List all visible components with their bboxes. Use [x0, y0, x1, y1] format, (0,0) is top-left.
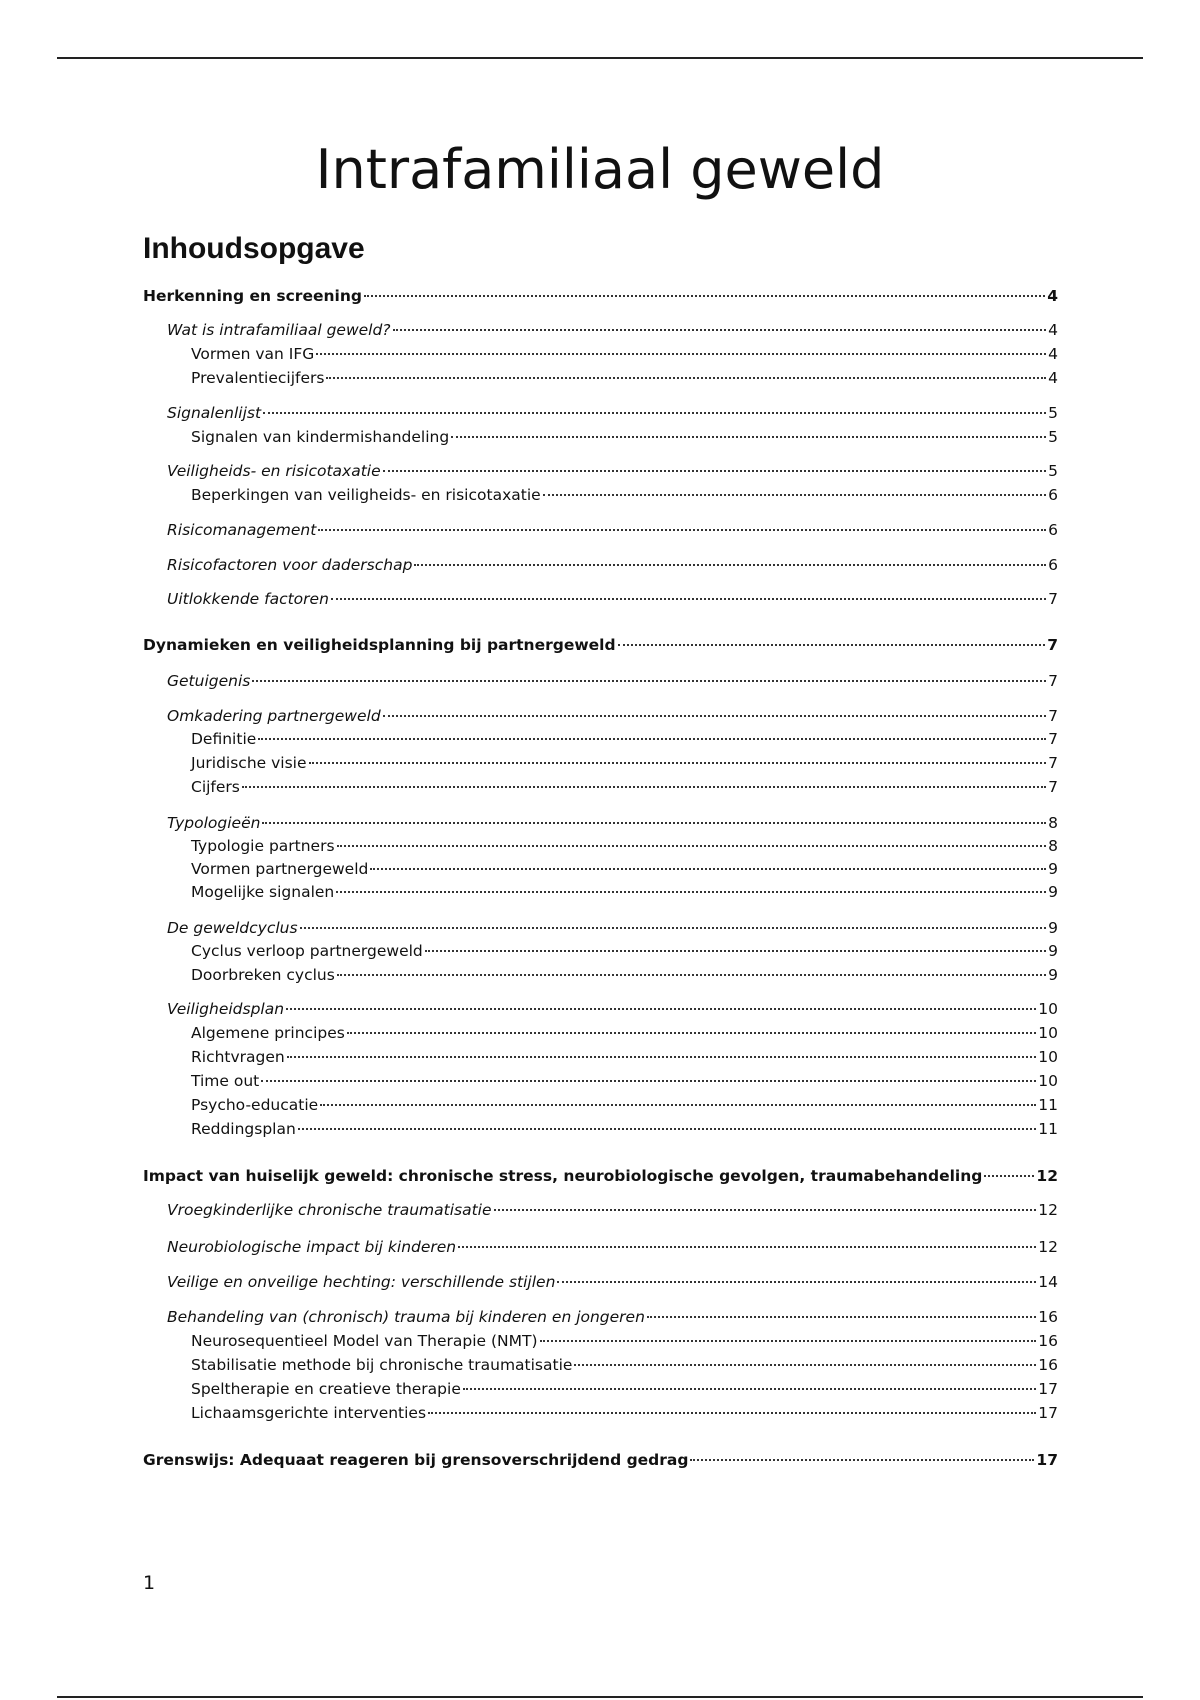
- toc-entry-title: Getuigenis: [167, 672, 251, 690]
- toc-leader-dots: [326, 377, 1046, 379]
- toc-entry[interactable]: [167, 1272, 1058, 1292]
- toc-leader-dots: [337, 845, 1047, 847]
- toc-leader-dots: [318, 529, 1046, 531]
- toc-leader-dots: [690, 1459, 1034, 1461]
- toc-leader-dots: [242, 786, 1046, 788]
- toc-entry[interactable]: [191, 859, 1058, 879]
- toc-entry-page: 8: [1048, 814, 1058, 832]
- toc-entry-page: 5: [1048, 462, 1058, 480]
- toc-entry[interactable]: [167, 706, 1058, 726]
- toc-entry[interactable]: [191, 427, 1058, 447]
- toc-entry-title: Herkenning en screening: [143, 287, 362, 305]
- toc-entry[interactable]: [191, 1023, 1058, 1043]
- toc-entry[interactable]: [167, 999, 1058, 1019]
- toc-entry[interactable]: [191, 485, 1058, 505]
- toc-entry-page: 7: [1048, 590, 1058, 608]
- toc-heading: Inhoudsopgave: [143, 232, 365, 265]
- toc-entry[interactable]: [167, 589, 1058, 609]
- toc-entry[interactable]: [191, 368, 1058, 388]
- toc-entry-page: 6: [1048, 486, 1058, 504]
- toc-leader-dots: [618, 644, 1046, 646]
- toc-entry[interactable]: [191, 965, 1058, 985]
- toc-entry-title: Signalenlijst: [167, 404, 262, 422]
- toc-leader-dots: [263, 412, 1046, 414]
- toc-entry-title: Neurosequentieel Model van Therapie (NMT): [191, 1332, 538, 1350]
- toc-entry-page: 9: [1048, 883, 1058, 901]
- toc-entry-title: Omkadering partnergeweld: [167, 707, 381, 725]
- toc-entry-title: Veilige en onveilige hechting: verschillende stijlen: [167, 1273, 556, 1291]
- toc-entry-page: 14: [1038, 1273, 1058, 1291]
- toc-entry-title: Grenswijs: Adequaat reageren bij grensoverschrijdend gedrag: [143, 1451, 689, 1469]
- toc-entry-page: 7: [1048, 754, 1058, 772]
- toc-entry-title: Vormen van IFG: [191, 345, 315, 363]
- toc-leader-dots: [331, 598, 1046, 600]
- toc-leader-dots: [364, 295, 1045, 297]
- toc-entry-title: Wat is intrafamiliaal geweld?: [167, 321, 391, 339]
- toc-entry-title: Impact van huiselijk geweld: chronische stress, neurobiologische gevolgen, traumabehandeling: [143, 1167, 983, 1185]
- toc-entry-page: 10: [1038, 1000, 1058, 1018]
- toc-entry-title: Speltherapie en creatieve therapie: [191, 1380, 461, 1398]
- toc-entry[interactable]: [167, 1307, 1058, 1327]
- toc-entry-title: Risicofactoren voor daderschap: [167, 556, 413, 574]
- toc-leader-dots: [540, 1340, 1037, 1342]
- toc-entry[interactable]: [191, 941, 1058, 961]
- toc-entry-page: 17: [1038, 1404, 1058, 1422]
- toc-entry[interactable]: [143, 286, 1058, 306]
- toc-entry-page: 17: [1036, 1451, 1058, 1469]
- toc-entry[interactable]: [191, 882, 1058, 902]
- toc-leader-dots: [383, 715, 1046, 717]
- toc-entry[interactable]: [191, 1331, 1058, 1351]
- toc-entry-page: 5: [1048, 404, 1058, 422]
- toc-leader-dots: [298, 1128, 1036, 1130]
- toc-entry-page: 6: [1048, 556, 1058, 574]
- toc-leader-dots: [309, 762, 1047, 764]
- toc-entry[interactable]: [191, 753, 1058, 773]
- toc-leader-dots: [425, 950, 1046, 952]
- toc-leader-dots: [320, 1104, 1036, 1106]
- toc-entry-page: 16: [1038, 1308, 1058, 1326]
- toc-entry-page: 9: [1048, 860, 1058, 878]
- toc-entry[interactable]: [167, 1200, 1058, 1220]
- toc-entry-title: Cijfers: [191, 778, 240, 796]
- toc-entry-page: 4: [1048, 345, 1058, 363]
- toc-entry-page: 10: [1038, 1072, 1058, 1090]
- toc-entry-page: 9: [1048, 966, 1058, 984]
- toc-entry-title: Veiligheidsplan: [167, 1000, 285, 1018]
- page-number: 1: [143, 1572, 156, 1594]
- toc-entry[interactable]: [143, 1166, 1058, 1186]
- toc-leader-dots: [557, 1281, 1036, 1283]
- toc-entry-page: 10: [1038, 1048, 1058, 1066]
- toc-leader-dots: [494, 1209, 1037, 1211]
- toc-entry-title: Algemene principes: [191, 1024, 345, 1042]
- toc-entry-title: Reddingsplan: [191, 1120, 296, 1138]
- toc-entry-page: 7: [1048, 707, 1058, 725]
- toc-entry-title: Risicomanagement: [167, 521, 317, 539]
- toc-leader-dots: [393, 329, 1047, 331]
- toc-entry-title: Behandeling van (chronisch) trauma bij kinderen en jongeren: [167, 1308, 645, 1326]
- toc-entry[interactable]: [191, 1047, 1058, 1067]
- toc-entry-title: Definitie: [191, 730, 257, 748]
- toc-leader-dots: [414, 564, 1046, 566]
- toc-entry[interactable]: [191, 836, 1058, 856]
- toc-leader-dots: [336, 891, 1046, 893]
- toc-entry-title: Prevalentiecijfers: [191, 369, 325, 387]
- toc-entry[interactable]: [191, 1379, 1058, 1399]
- toc-entry-page: 17: [1038, 1380, 1058, 1398]
- toc-leader-dots: [347, 1032, 1036, 1034]
- toc-entry-page: 6: [1048, 521, 1058, 539]
- toc-entry-title: Typologieën: [167, 814, 261, 832]
- toc-entry-page: 10: [1038, 1024, 1058, 1042]
- toc-entry-page: 5: [1048, 428, 1058, 446]
- toc-entry[interactable]: [191, 1403, 1058, 1423]
- toc-entry-title: Cyclus verloop partnergeweld: [191, 942, 423, 960]
- toc-leader-dots: [262, 822, 1046, 824]
- toc-entry[interactable]: [191, 1071, 1058, 1091]
- toc-leader-dots: [316, 353, 1046, 355]
- toc-entry[interactable]: [191, 729, 1058, 749]
- toc-leader-dots: [647, 1316, 1036, 1318]
- toc-entry-page: 12: [1038, 1201, 1058, 1219]
- toc-entry[interactable]: [167, 320, 1058, 340]
- toc-leader-dots: [337, 974, 1046, 976]
- toc-entry-page: 4: [1048, 369, 1058, 387]
- toc-leader-dots: [261, 1080, 1036, 1082]
- toc-entry-page: 7: [1048, 672, 1058, 690]
- toc-entry[interactable]: [167, 671, 1058, 691]
- toc-entry-title: Signalen van kindermishandeling: [191, 428, 450, 446]
- toc-entry[interactable]: [167, 403, 1058, 423]
- toc-entry-title: Typologie partners: [191, 837, 335, 855]
- toc-leader-dots: [370, 868, 1046, 870]
- toc-entry[interactable]: [191, 1095, 1058, 1115]
- toc-entry-title: Veiligheids- en risicotaxatie: [167, 462, 381, 480]
- toc-leader-dots: [574, 1364, 1036, 1366]
- toc-entry-title: Doorbreken cyclus: [191, 966, 335, 984]
- toc-entry-title: Uitlokkende factoren: [167, 590, 329, 608]
- toc-entry-page: 7: [1048, 730, 1058, 748]
- footer-rule: [57, 1696, 1143, 1698]
- toc-entry-title: Vroegkinderlijke chronische traumatisatie: [167, 1201, 492, 1219]
- toc-entry[interactable]: [167, 813, 1058, 833]
- toc-entry-page: 8: [1048, 837, 1058, 855]
- toc-entry[interactable]: [191, 777, 1058, 797]
- toc-entry[interactable]: [167, 918, 1058, 938]
- toc-entry-page: 4: [1048, 321, 1058, 339]
- toc-entry-page: 9: [1048, 942, 1058, 960]
- toc-entry-page: 4: [1047, 287, 1058, 305]
- toc-entry-title: Dynamieken en veiligheidsplanning bij partnergeweld: [143, 636, 616, 654]
- toc-entry[interactable]: [191, 344, 1058, 364]
- toc-entry-page: 11: [1038, 1096, 1058, 1114]
- toc-entry-title: Stabilisatie methode bij chronische traumatisatie: [191, 1356, 573, 1374]
- toc-entry[interactable]: [167, 520, 1058, 540]
- toc-entry[interactable]: [167, 461, 1058, 481]
- toc-entry-title: Mogelijke signalen: [191, 883, 335, 901]
- toc-entry[interactable]: [143, 635, 1058, 655]
- toc-entry-title: De geweldcyclus: [167, 919, 298, 937]
- toc-entry-title: Beperkingen van veiligheids- en risicotaxatie: [191, 486, 541, 504]
- toc-entry-page: 16: [1038, 1356, 1058, 1374]
- toc-entry-page: 11: [1038, 1120, 1058, 1138]
- toc-entry-title: Time out: [191, 1072, 260, 1090]
- toc-entry-title: Psycho-educatie: [191, 1096, 319, 1114]
- toc-leader-dots: [543, 494, 1046, 496]
- toc-entry[interactable]: [191, 1119, 1058, 1139]
- toc-leader-dots: [984, 1175, 1034, 1177]
- toc-leader-dots: [463, 1388, 1036, 1390]
- toc-leader-dots: [451, 436, 1046, 438]
- toc-entry-page: 12: [1038, 1238, 1058, 1256]
- toc-entry-page: 9: [1048, 919, 1058, 937]
- toc-entry-page: 12: [1036, 1167, 1058, 1185]
- toc-leader-dots: [300, 927, 1047, 929]
- document-title: Intrafamiliaal geweld: [315, 138, 885, 201]
- toc-leader-dots: [428, 1412, 1036, 1414]
- toc-leader-dots: [258, 738, 1046, 740]
- toc-entry-page: 7: [1047, 636, 1058, 654]
- toc-entry-title: Neurobiologische impact bij kinderen: [167, 1238, 457, 1256]
- toc-leader-dots: [286, 1008, 1036, 1010]
- toc-entry[interactable]: [191, 1355, 1058, 1375]
- toc-leader-dots: [287, 1056, 1037, 1058]
- toc-leader-dots: [383, 470, 1047, 472]
- toc-leader-dots: [252, 680, 1046, 682]
- toc-entry-title: Vormen partnergeweld: [191, 860, 369, 878]
- toc-entry[interactable]: [167, 555, 1058, 575]
- toc-entry-page: 7: [1048, 778, 1058, 796]
- toc-entry-page: 16: [1038, 1332, 1058, 1350]
- toc-entry[interactable]: [167, 1237, 1058, 1257]
- toc-leader-dots: [458, 1246, 1036, 1248]
- toc-entry[interactable]: [143, 1450, 1058, 1470]
- toc-entry-title: Richtvragen: [191, 1048, 285, 1066]
- toc-entry-title: Lichaamsgerichte interventies: [191, 1404, 427, 1422]
- toc-entry-title: Juridische visie: [191, 754, 307, 772]
